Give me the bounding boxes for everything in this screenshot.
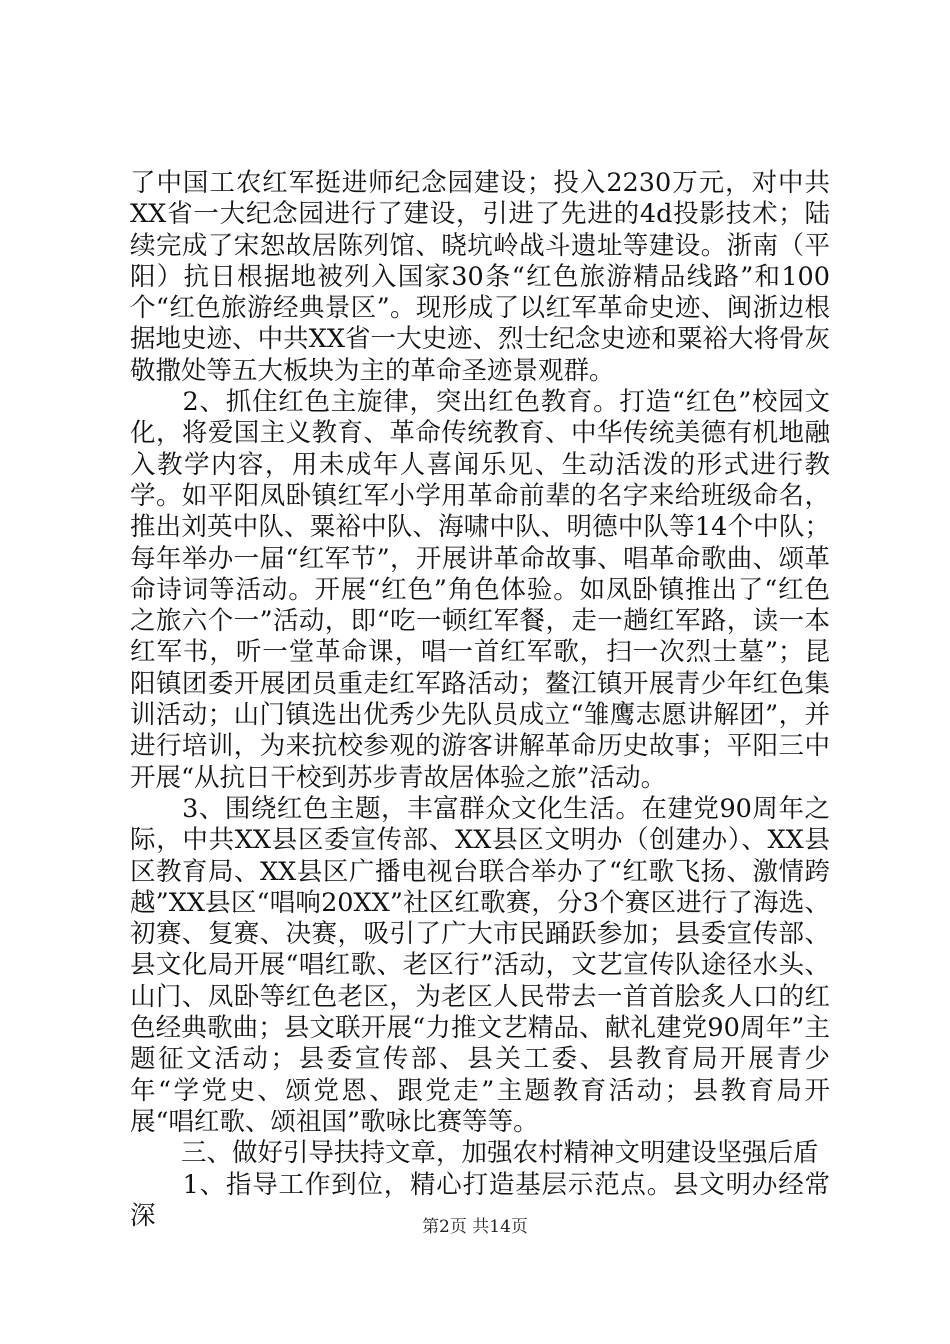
paragraph-4: 1、指导工作到位，精心打造基层示范点。县文明办经常深 bbox=[130, 1169, 830, 1231]
page-footer: 第2页 共14页 bbox=[422, 1217, 528, 1237]
paragraph-2: 2、抓住红色主旋律，突出红色教育。打造“红色”校园文化，将爱国主义教育、革命传统教育、中华传统美德有机地融入教学内容，用未成年人喜闻乐见、生动活泼的形式进行教学。如平阳凤卧镇红军小学用革命前辈的名字来给班级命名，推出刘英中队、粟裕中队、海啸中队、明德中队等14个中队；每年举办一届“红军节”，开展讲革命故事、唱革命歌曲、颂革命诗词等活动。开展“红色”角色体验。如凤卧镇推出了“红色之旅六个一”活动，即“吃一顿红军餐，走一趟红军路，读一本红军书，听一堂革命课，唱一首红军歌，扫一次烈士墓”；昆阳镇团委开展团员重走红军路活动；鳌江镇开展青少年红色集训活动；山门镇选出优秀少先队员成立“雏鹰志愿讲解团”，并进行培训，为来抗校参观的游客讲解革命历史故事；平阳三中开展“从抗日干校到苏步青故居体验之旅”活动。 bbox=[130, 387, 830, 793]
document-body bbox=[130, 168, 830, 1232]
paragraph-1: 了中国工农红军挺进师纪念园建设；投入2230万元，对中共XX省一大纪念园进行了建设，引进了先进的4d投影技术；陆续完成了宋恕故居陈列馆、晓坑岭战斗遗址等建设。浙南（平阳）抗日根据地被列入国家30条“红色旅游精品线路”和100个“红色旅游经典景区”。现形成了以红军革命史迹、闽浙边根据地史迹、中共XX省一大史迹、烈士纪念史迹和粟裕大将骨灰敬撒处等五大板块为主的革命圣迹景观群。 bbox=[130, 168, 830, 386]
section-heading: 三、做好引导扶持文章，加强农村精神文明建设坚强后盾 bbox=[130, 1138, 819, 1169]
paragraph-3: 3、围绕红色主题，丰富群众文化生活。在建党90周年之际，中共XX县区委宣传部、XX县区文明办（创建办）、XX县区教育局、XX县区广播电视台联合举办了“红歌飞扬、激情跨越”XX县区“唱响20XX”社区红歌赛，分3个赛区进行了海选、初赛、复赛、决赛，吸引了广大市民踊跃参加；县委宣传部、县文化局开展“唱红歌、老区行”活动，文艺宣传队途径水头、山门、凤卧等红色老区，为老区人民带去一首首脍炙人口的红色经典歌曲；县文联开展“力推文艺精品、献礼建党90周年”主题征文活动；县委宣传部、县关工委、县教育局开展青少年“学党史、颂党恩、跟党走”主题教育活动；县教育局开展“唱红歌、颂祖国”歌咏比赛等等。 bbox=[130, 793, 830, 1137]
